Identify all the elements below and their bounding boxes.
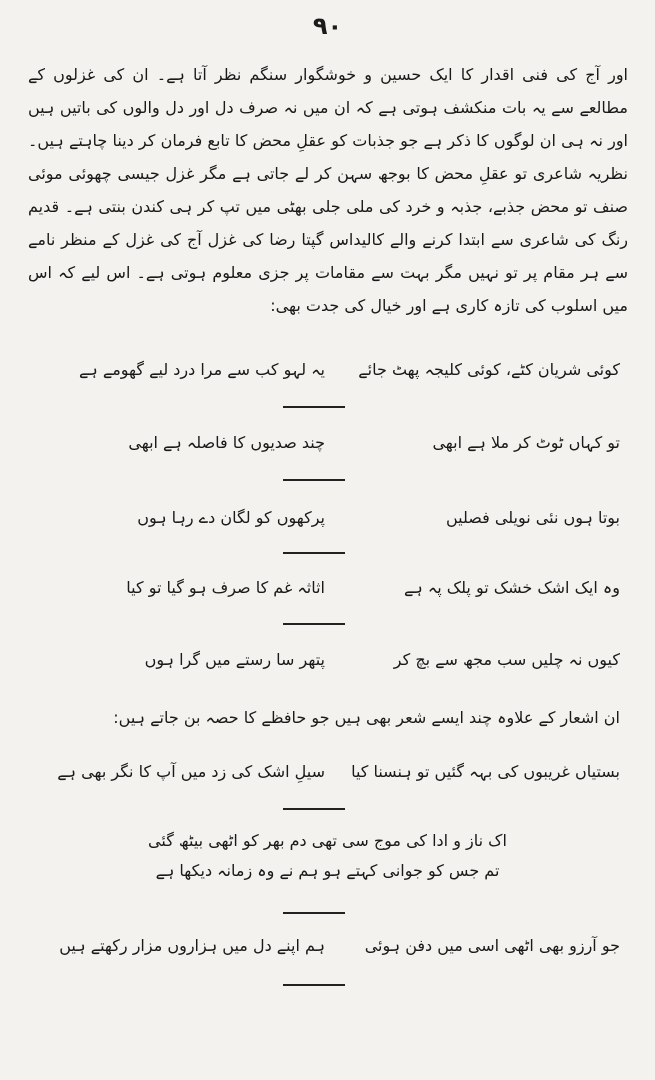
couplet: [0, 650, 655, 680]
prose-body: [28, 58, 628, 322]
couplet-line-right: کوئی شریان کٹے، کوئی کلیجہ پھٹ جائے: [358, 360, 620, 379]
couplet: [0, 433, 655, 463]
couplet: [0, 762, 655, 792]
couplet-line-right: وہ ایک اشک خشک تو پلک پہ ہے: [404, 578, 620, 597]
page-number: ۹۰: [312, 12, 343, 40]
intro-line: ان اشعار کے علاوہ چند ایسے شعر بھی ہیں جو حافظے کا حصہ بن جاتے ہیں:: [113, 708, 620, 727]
section-divider: [283, 623, 345, 625]
section-divider: [283, 984, 345, 986]
couplet-line-left: ہم اپنے دل میں ہزاروں مزار رکھتے ہیں: [59, 936, 325, 955]
stacked-line: اک ناز و ادا کی موج سی تھی دم بھر کو اٹھی بیٹھ گئی: [148, 831, 507, 850]
section-divider: [283, 912, 345, 914]
section-divider: [283, 808, 345, 810]
couplet: [0, 936, 655, 966]
couplet-line-left: چند صدیوں کا فاصلہ ہے ابھی: [128, 433, 325, 452]
stacked-couplet: [0, 826, 655, 886]
couplet-line-right: بستیاں غریبوں کی بہہ گئیں تو ہنسنا کیا: [351, 762, 620, 781]
section-divider: [283, 406, 345, 408]
couplet: [0, 360, 655, 390]
couplet: [0, 578, 655, 608]
couplet-line-right: بوتا ہوں نئی نویلی فصلیں: [445, 508, 620, 527]
stacked-line: تم جس کو جوانی کہتے ہو ہم نے وہ زمانہ دیکھا ہے: [155, 861, 500, 880]
couplet-line-right: جو آرزو بھی اٹھی اسی میں دفن ہوئی: [364, 936, 620, 955]
couplet: [0, 508, 655, 538]
couplet-line-left: یہ لہو کب سے مرا درد لیے گھومے ہے: [79, 360, 325, 379]
couplet-line-left: پتھر سا رستے میں گرا ہوں: [144, 650, 325, 669]
couplet-line-left: اثاثہ غم کا صرف ہو گیا تو کیا: [126, 578, 325, 597]
couplet-line-left: پرکھوں کو لگان دے رہا ہوں: [137, 508, 325, 527]
prose-paragraph: اور آج کی فنی اقدار کا ایک حسین و خوشگوار سنگم نظر آتا ہے۔ ان کی غزلوں کے مطالعے سے یہ بات منکشف ہوتی ہے کہ ان میں نہ صرف دل اور دل والوں کی باتیں ہیں اور نہ ہی ان لوگوں کا ذکر ہے جو جذبات کو عقلِ محض کا تابع فرمان کر دینا چاہتے ہیں۔ نظریہ شاعری تو عقلِ محض کا بوجھ سہن کر لے جاتی ہے مگر غزل جیسی چھوئی موئی صنف تو محض جذبے، جذبہ و خرد کی ملی جلی بھٹی میں تپ کر ہی کندن بنتی ہے۔ قدیم رنگ کی شاعری سے ابتدا کرنے والے کالیداس گپتا رضا کی غزل آج کی غزل کے منظر نامے سے ہر مقام پر تو نہیں مگر بہت سے مقامات پر جزی معلوم ہوتی ہے۔ اس لیے کہ اس میں اسلوب کی تازہ کاری ہے اور خیال کی جدت بھی:: [28, 65, 628, 315]
section-divider: [283, 479, 345, 481]
couplet-line-left: سیلِ اشک کی زد میں آپ کا نگر بھی ہے: [57, 762, 325, 781]
couplet-line-right: تو کہاں ٹوٹ کر ملا ہے ابھی: [432, 433, 620, 452]
couplet-line-right: کیوں نہ چلیں سب مجھ سے بچ کر: [393, 650, 620, 669]
section-divider: [283, 552, 345, 554]
